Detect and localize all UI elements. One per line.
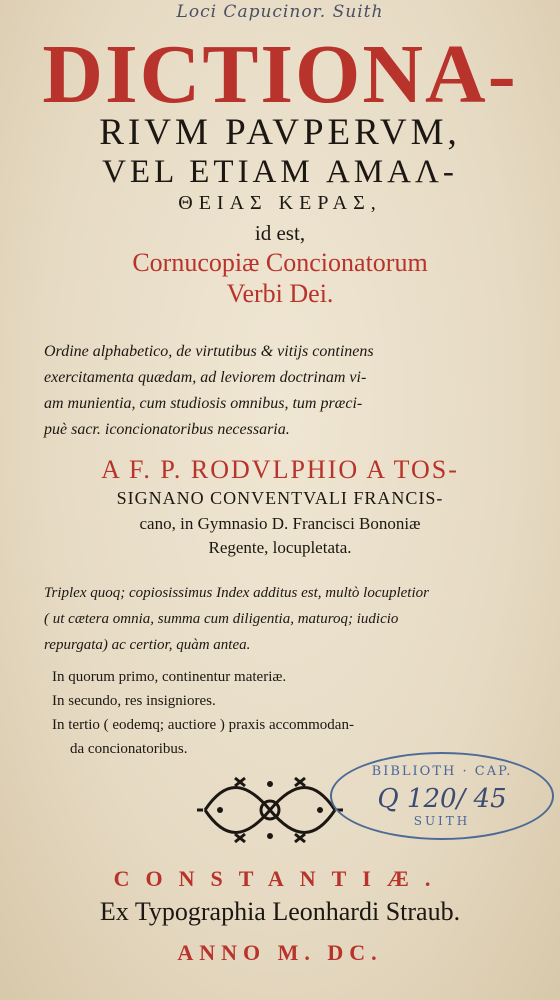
- author-line-3: cano, in Gymnasio D. Francisci Bononiæ: [139, 514, 421, 533]
- description-line-1: Ordine alphabetico, de virtutibus & vitijs continens: [44, 343, 374, 360]
- imprint-year: ANNO M. DC.: [177, 940, 383, 965]
- description-line-2: exercitamenta quædam, ad leviorem doctrinam vi-: [44, 369, 367, 386]
- author-line-2: SIGNANO CONVENTVALI FRANCIS-: [116, 488, 444, 508]
- contents-line-3: In tertio ( eodemq; auctiore ) praxis accommodan-: [52, 717, 354, 733]
- author-line-1: A F. P. RODVLPHIO A TOS-: [101, 455, 459, 484]
- imprint-place: CONSTANTIÆ.: [113, 866, 447, 891]
- title-line-verbi-dei: Verbi Dei.: [226, 279, 334, 308]
- contents-line-1: In quorum primo, continentur materiæ.: [52, 669, 287, 685]
- title-line-vel-etiam: VEL ETIAM ΑΜΑΛ-: [102, 154, 458, 190]
- description-line-4: puè sacr. iconcionatoribus necessaria.: [44, 421, 290, 438]
- stamp-library-name: BIBLIOTH · CAP.: [371, 764, 513, 779]
- title-line-dictiona: DICTIONA-: [42, 28, 518, 121]
- title-line-cornucopiae: Cornucopiæ Concionatorum: [132, 248, 428, 277]
- author-line-4: Regente, locupletata.: [208, 538, 352, 557]
- title-line-id-est: id est,: [254, 221, 306, 245]
- imprint-printer: Ex Typographia Leonhardi Straub.: [99, 897, 461, 926]
- stamp-shelfmark: Q 120/ 45: [377, 784, 507, 814]
- printers-ornament-icon: [195, 770, 345, 850]
- title-line-greek: ΘΕΙΑΣ ΚΕΡΑΣ,: [178, 192, 382, 214]
- index-note-line-1: Triplex quoq; copiosissimus Index additus est, multò locupletior: [44, 585, 429, 601]
- description-line-3: am munientia, cum studiosis omnibus, tum præci-: [44, 395, 363, 412]
- contents-line-2: In secundo, res insigniores.: [52, 693, 216, 709]
- index-note-line-3: repurgata) ac certior, quàm antea.: [44, 637, 251, 653]
- contents-line-4: da concionatoribus.: [70, 741, 188, 757]
- handwritten-inscription: Loci Capucinor. Suith: [176, 2, 384, 22]
- index-note-line-2: ( ut cætera omnia, summa cum diligentia, maturoq; iudicio: [44, 611, 399, 627]
- stamp-location: SUITH: [413, 814, 471, 828]
- library-stamp: [330, 752, 554, 840]
- title-line-pauperum: RIVM PAVPERVM,: [99, 112, 461, 153]
